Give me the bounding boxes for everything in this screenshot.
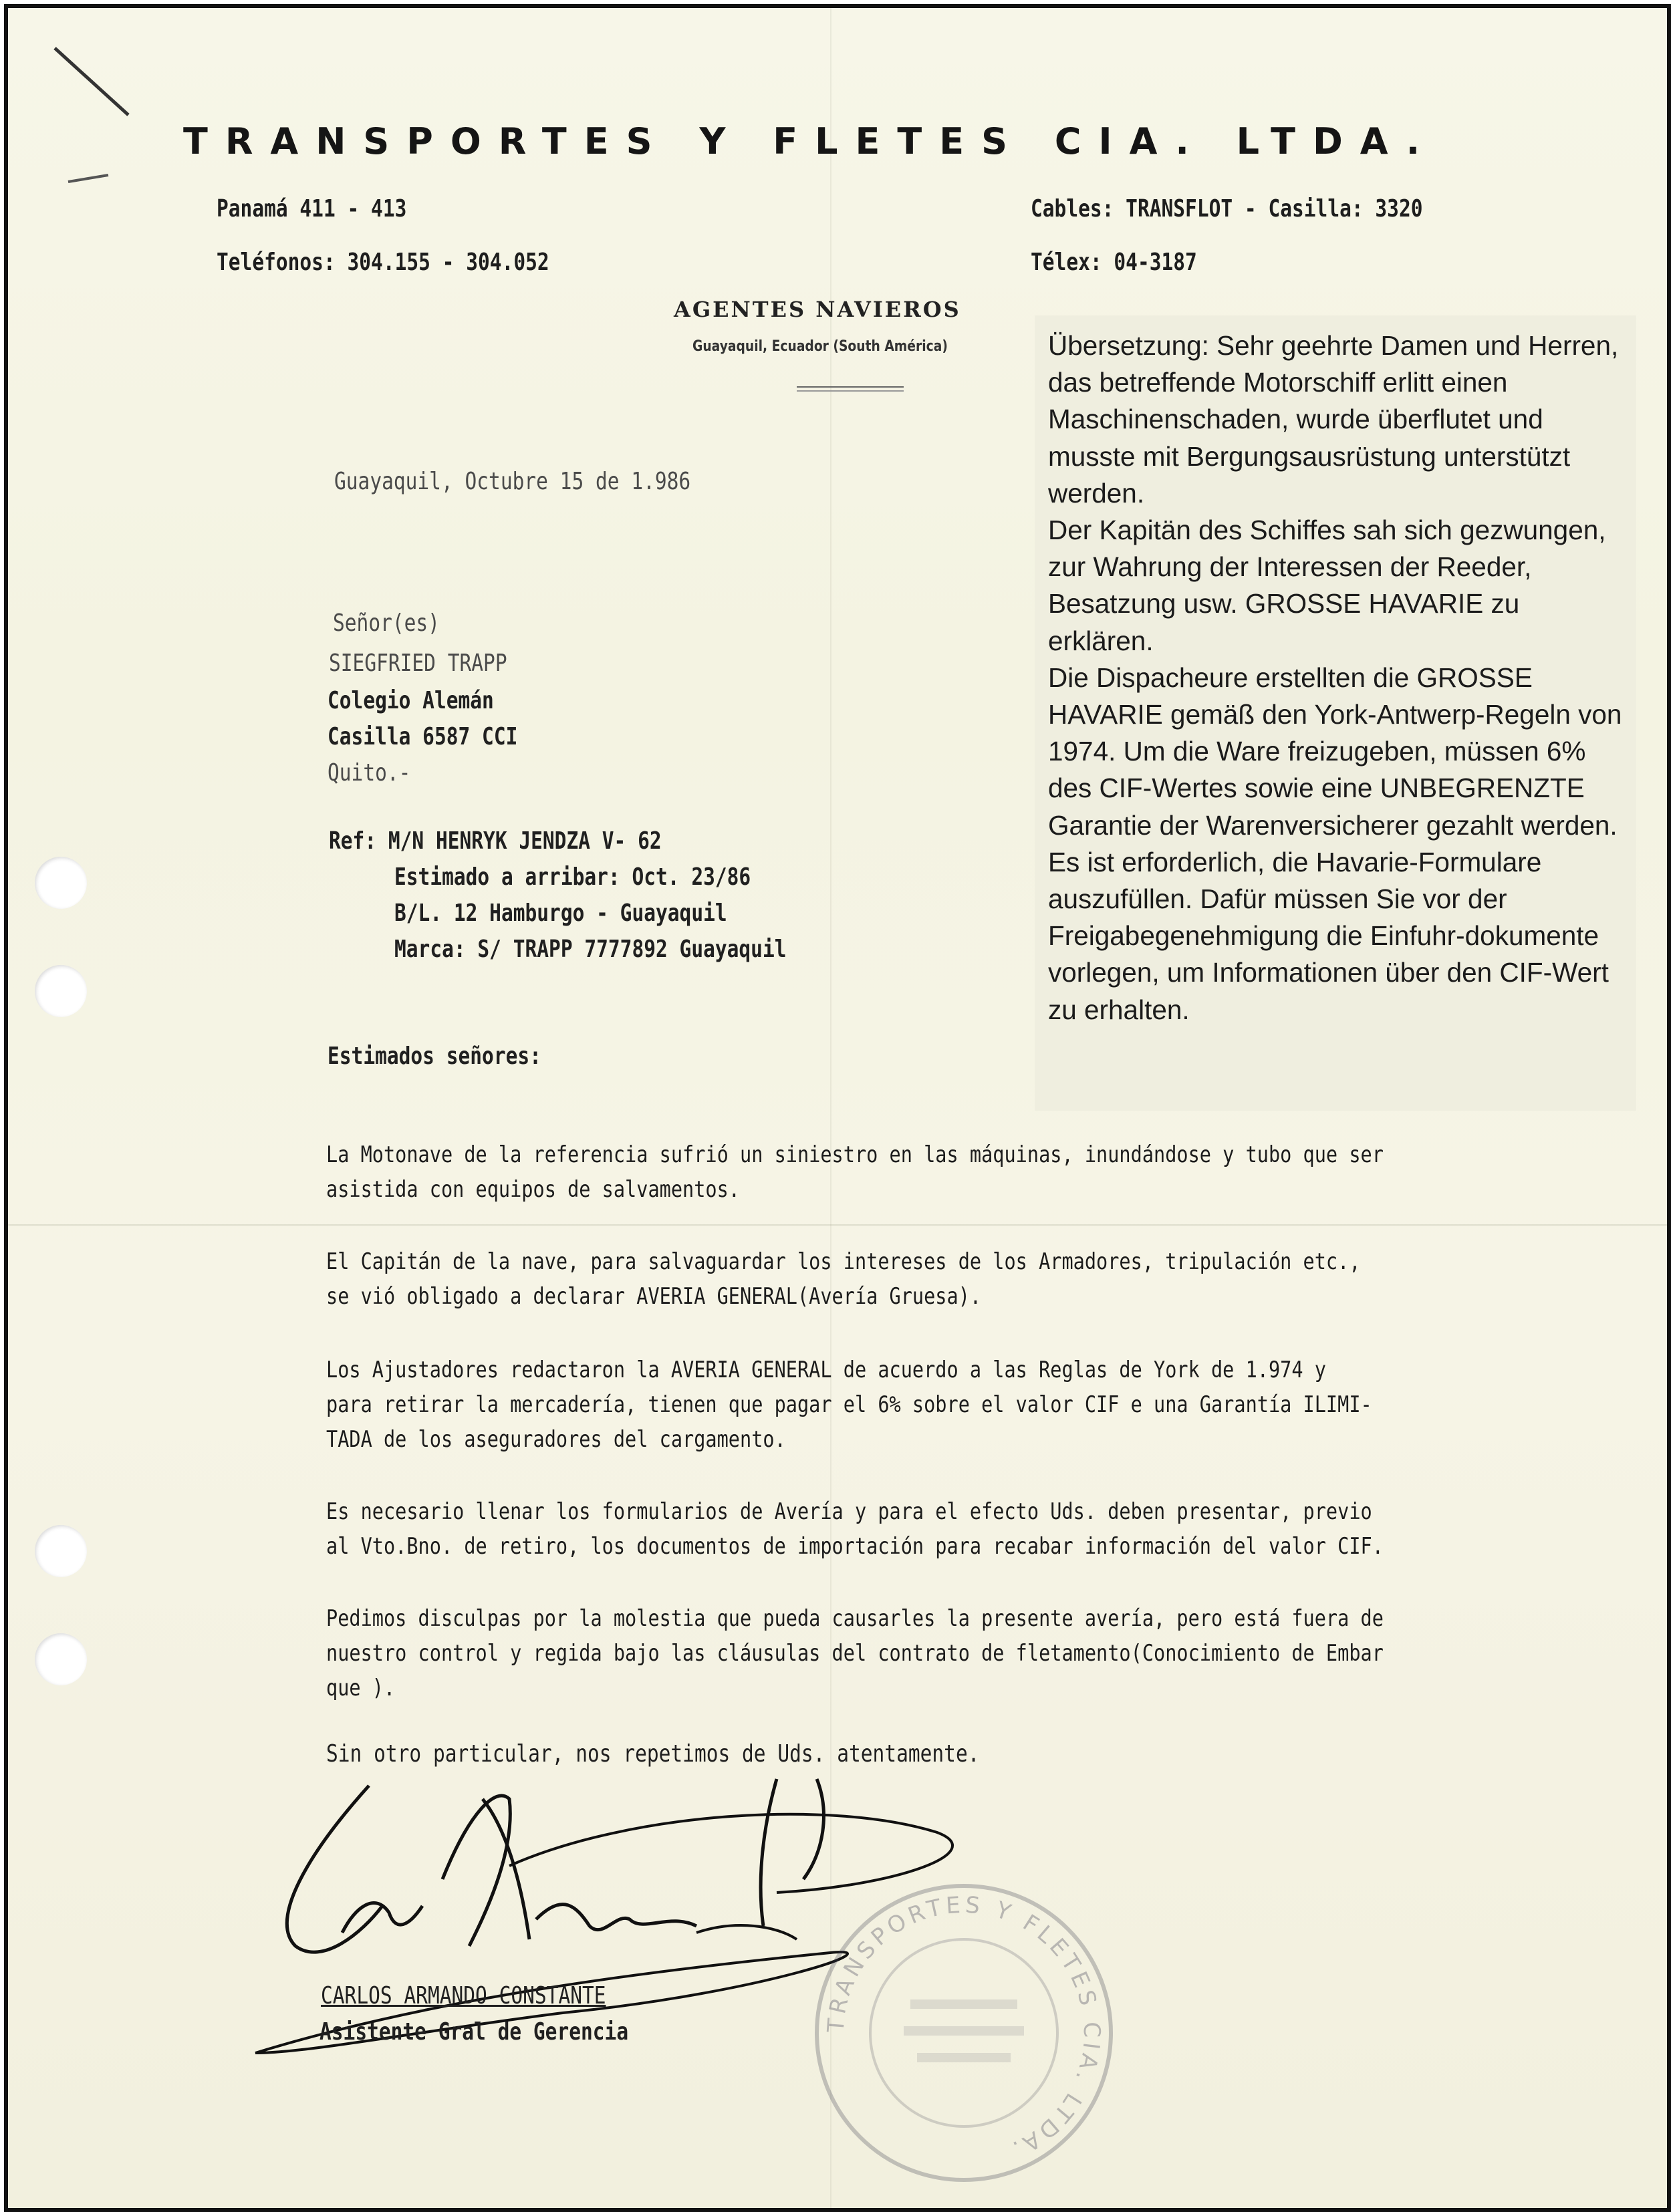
reference-marca: Marca: S/ TRAPP 7777892 Guayaquil — [394, 936, 787, 963]
body-line: TADA de los aseguradores del cargamento. — [326, 1426, 786, 1453]
closing-line: Sin otro particular, nos repetimos de Uds. atentamente. — [326, 1740, 980, 1768]
translation-paragraph: Übersetzung: Sehr geehrte Damen und Herren, — [1048, 330, 1619, 361]
translation-paragraph: Es ist erforderlich, die Havarie-Formulare auszufüllen. Dafür müssen Sie vor der Freigabegenehmigung die Einfuhr-dokumente vorlegen, um Informationen über den CIF-Wert zu erhalten. — [1048, 846, 1609, 1025]
reference-ref: Ref: M/N HENRYK JENDZA V- 62 — [329, 827, 662, 855]
body-paragraph — [326, 1601, 1623, 1705]
letter-page — [4, 4, 1671, 2212]
company-location: Guayaquil, Ecuador (South América) — [692, 338, 948, 355]
body-paragraph — [326, 1353, 1623, 1457]
translation-paragraph: Der Kapitän des Schiffes sah sich gezwungen, zur Wahrung der Interessen der Reeder, Besatzung usw. GROSSE HAVARIE zu erklären. — [1048, 515, 1606, 656]
body-line: nuestro control y regida bajo las cláusulas del contrato de fletamento(Conocimiento de Embar — [326, 1640, 1384, 1667]
company-stamp — [797, 1866, 1131, 2200]
body-line: que ). — [326, 1675, 396, 1701]
body-line: Es necesario llenar los formularios de Avería y para el efecto Uds. deben presentar, previo — [326, 1498, 1372, 1525]
body-paragraph — [326, 1137, 1623, 1207]
body-paragraph — [326, 1244, 1623, 1314]
pencil-mark — [41, 35, 148, 195]
body-line: asistida con equipos de salvamentos. — [326, 1176, 741, 1203]
agentes-navieros: AGENTES NAVIEROS — [674, 297, 961, 322]
fold-line — [8, 1224, 1667, 1226]
body-line: Los Ajustadores redactaron la AVERIA GENERAL de acuerdo a las Reglas de York de 1.974 y — [326, 1357, 1326, 1383]
translation-paragraph: Die Dispacheure erstellten die GROSSE HAVARIE gemäß den York-Antwerp-Regeln von 1974. Um die Ware freizugeben, müssen 6% des CIF-Wertes sowie eine UNBEGRENZTE Garantie der Warenversicherer gezahlt werden. — [1048, 662, 1622, 841]
translation-box — [1035, 315, 1636, 1111]
punch-hole — [35, 1525, 87, 1577]
body-line: se vió obligado a declarar AVERIA GENERAL(Avería Gruesa). — [326, 1283, 982, 1310]
body-paragraph — [326, 1494, 1623, 1564]
reference-bl: B/L. 12 Hamburgo - Guayaquil — [394, 900, 727, 927]
recipient-line2: Casilla 6587 CCI — [328, 723, 518, 750]
company-name: TRANSPORTES Y FLETES CIA. LTDA. — [183, 120, 1438, 162]
company-phones: Teléfonos: 304.155 - 304.052 — [217, 249, 549, 276]
company-cables: Cables: TRANSFLOT - Casilla: 3320 — [1031, 195, 1423, 223]
greeting: Estimados señores: — [328, 1043, 541, 1070]
recipient-name: SIEGFRIED TRAPP — [329, 650, 507, 677]
translation-paragraph: das betreffende Motorschiff erlitt einen Maschinenschaden, wurde überflutet und musste mit Bergungsausrüstung unterstützt werden. — [1048, 367, 1571, 509]
company-telex: Télex: 04-3187 — [1031, 249, 1197, 276]
letter-date: Guayaquil, Octubre 15 de 1.986 — [334, 468, 691, 495]
recipient-salutation: Señor(es) — [333, 609, 440, 637]
signer-name: CARLOS ARMANDO CONSTANTE — [321, 1982, 606, 2010]
recipient-city: Quito.- — [328, 759, 411, 787]
signer-title: Asistente Gral de Gerencia — [319, 2018, 629, 2046]
body-line: El Capitán de la nave, para salvaguardar los intereses de los Armadores, tripulación etc., — [326, 1248, 1361, 1275]
stamp-text: TRANSPORTES Y FLETES CIA. LTDA. — [822, 1891, 1106, 2165]
reference-eta: Estimado a arribar: Oct. 23/86 — [394, 863, 751, 891]
body-line: al Vto.Bno. de retiro, los documentos de importación para recabar información del valor CIF. — [326, 1533, 1384, 1560]
body-line: La Motonave de la referencia sufrió un siniestro en las máquinas, inundándose y tubo que ser — [326, 1141, 1384, 1168]
punch-hole — [35, 965, 87, 1017]
body-line: Pedimos disculpas por la molestia que pueda causarles la presente avería, pero está fuera de — [326, 1605, 1384, 1632]
company-address: Panamá 411 - 413 — [217, 195, 407, 223]
header-divider — [797, 386, 904, 392]
body-line: para retirar la mercadería, tienen que pagar el 6% sobre el valor CIF e una Garantía ILIMI- — [326, 1391, 1372, 1418]
punch-hole — [35, 1633, 87, 1685]
punch-hole — [35, 857, 87, 909]
recipient-line1: Colegio Alemán — [328, 687, 494, 714]
